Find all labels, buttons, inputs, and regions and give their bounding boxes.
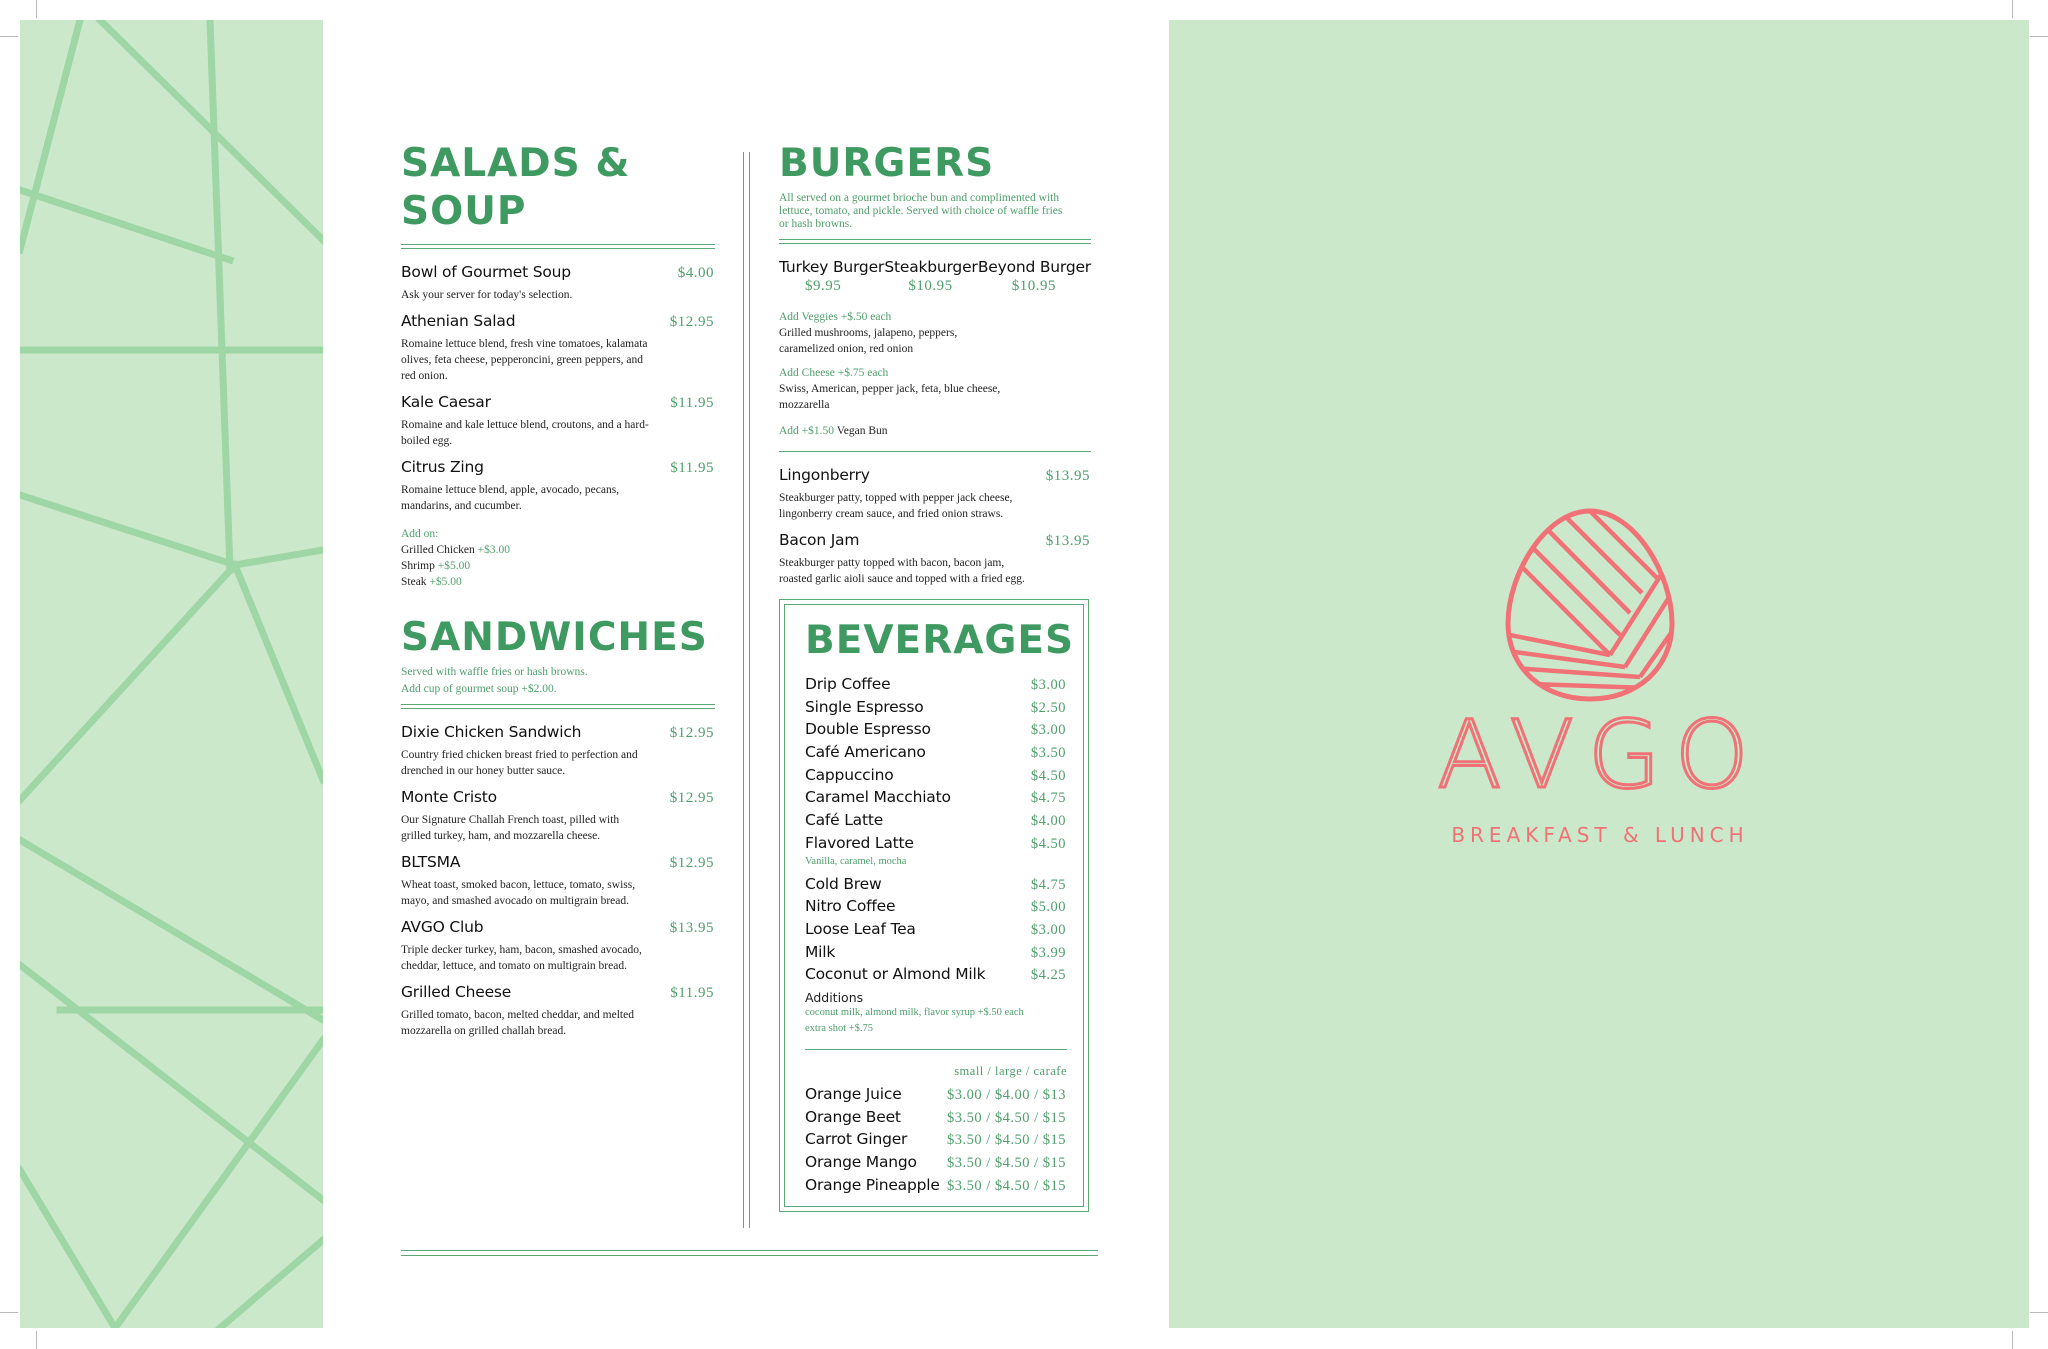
beverage-name: Café Americano (805, 743, 926, 762)
item-price: $12.95 (669, 855, 714, 871)
item-description: Wheat toast, smoked bacon, lettuce, tomato, swiss, mayo, and smashed avocado on multigrain bread. (401, 879, 636, 907)
footer-rule (401, 1250, 1098, 1256)
beverage-name: Loose Leaf Tea (805, 919, 916, 938)
section-rule (401, 244, 715, 249)
menu-item (401, 312, 715, 384)
beverage-name: Carrot Ginger (805, 1130, 908, 1149)
additions-line-1: coconut milk, almond milk, flavor syrup +$.50 each (805, 1006, 1024, 1018)
menu-item (401, 983, 715, 1039)
beverage-price: $3.50 / $4.50 / $15 (946, 1177, 1066, 1194)
beverage-price: $3.00 (1030, 722, 1066, 739)
juice-row (805, 1176, 1067, 1199)
brand-tagline: BREAKFAST & LUNCH (1451, 823, 1749, 847)
addon-item (401, 574, 715, 590)
beverage-name: Orange Beet (805, 1107, 901, 1126)
add-cheese-desc: Swiss, American, pepper jack, feta, blue cheese, mozzarella (779, 383, 1001, 411)
beverage-price: $3.00 / $4.00 / $13 (946, 1086, 1066, 1103)
item-name: Kale Caesar (401, 393, 491, 411)
juice-row (805, 1130, 1067, 1153)
beverage-price: $3.00 (1030, 677, 1066, 693)
beverage-row (805, 834, 1067, 857)
menu-item (401, 458, 715, 514)
beverage-row (805, 897, 1067, 920)
vegan-bun-label: Vegan Bun (836, 425, 888, 437)
burger-price: $9.95 (805, 278, 842, 294)
section-title-burgers: BURGERS (779, 141, 995, 186)
beverage-name: Cappuccino (805, 765, 894, 784)
item-price: $12.95 (669, 725, 714, 741)
menu-item-head (401, 458, 715, 477)
beverage-name: Drip Coffee (805, 675, 891, 693)
beverage-name: Orange Juice (805, 1084, 902, 1103)
beverage-price: $4.00 (1030, 813, 1066, 830)
burger-name: Turkey Burger (779, 258, 885, 276)
menu-item-head (401, 312, 715, 331)
item-name: Dixie Chicken Sandwich (401, 723, 582, 741)
juice-row (805, 1153, 1067, 1176)
item-description: Ask your server for today's selection. (401, 289, 573, 301)
right-menu-column (779, 140, 1091, 1212)
beverage-row (805, 698, 1067, 721)
juice-list (805, 1085, 1067, 1198)
beverage-row (805, 965, 1067, 988)
addon-item (401, 542, 715, 558)
section-title-beverages: BEVERAGES (805, 618, 1075, 663)
menu-item (401, 853, 715, 909)
beverage-row (805, 766, 1067, 789)
menu-item (779, 466, 1091, 522)
item-price: $13.95 (669, 920, 714, 936)
burger-note: All served on a gourmet brioche bun and complimented with lettuce, tomato, and pickle. Served with choice of waffle fries or hash browns. (779, 192, 1063, 230)
sandwich-list (401, 723, 715, 1039)
burger-name: Steakburger (884, 258, 978, 276)
item-price: $11.95 (670, 460, 714, 476)
addon-item (401, 558, 715, 574)
juice-row (805, 1108, 1067, 1131)
beverage-price: $3.50 / $4.50 / $15 (946, 1109, 1066, 1126)
burger-price: $10.95 (1011, 278, 1057, 294)
menu-item (401, 393, 715, 449)
beverage-row (805, 788, 1067, 811)
menu-item-head (401, 263, 715, 282)
section-title-sandwiches: SANDWICHES (401, 615, 708, 660)
item-price: $13.95 (1045, 533, 1090, 549)
beverage-name: Caramel Macchiato (805, 788, 951, 807)
item-description: Steakburger patty, topped with pepper jack cheese, lingonberry cream sauce, and fried onion straws. (779, 492, 1013, 520)
menu-item-head (401, 393, 715, 412)
sandwich-note: Served with waffle fries or hash browns. (401, 666, 588, 678)
beverage-row (805, 920, 1067, 943)
beverage-name: Café Latte (805, 811, 884, 830)
beverage-name: Single Espresso (805, 697, 924, 716)
add-veggies-desc: Grilled mushrooms, jalapeno, peppers, caramelized onion, red onion (779, 327, 958, 355)
beverage-name: Cold Brew (805, 874, 882, 893)
beverage-price: $5.00 (1030, 899, 1066, 916)
item-price: $12.95 (669, 790, 714, 806)
beverage-row (805, 675, 1067, 698)
menu-item (401, 723, 715, 779)
burger-name: Beyond Burger (977, 258, 1091, 276)
beverage-list (805, 875, 1067, 988)
item-description: Romaine and kale lettuce blend, croutons, and a hard-boiled egg. (401, 419, 649, 447)
item-price: $13.95 (1045, 468, 1090, 484)
menu-item (779, 531, 1091, 587)
left-menu-column (401, 140, 715, 1048)
item-name: BLTSMA (401, 853, 461, 871)
beverage-row (805, 720, 1067, 743)
beverages-box (779, 599, 1089, 1212)
burger-basics-row (779, 258, 1091, 295)
beverage-price: $4.75 (1030, 876, 1066, 893)
item-name: Citrus Zing (401, 458, 484, 476)
item-description: Romaine lettuce blend, fresh vine tomatoes, kalamata olives, feta cheese, pepperoncini, green peppers, and red onion. (401, 338, 648, 382)
menu-item (401, 918, 715, 974)
beverage-name: Orange Mango (805, 1153, 917, 1171)
section-rule (401, 704, 715, 709)
add-cheese-title: Add Cheese +$.75 each (779, 367, 889, 379)
menu-item-head (779, 466, 1091, 485)
addon-price: +$5.00 (437, 560, 471, 572)
beverage-price: $4.25 (1030, 967, 1066, 984)
item-name: Bacon Jam (779, 531, 860, 549)
burger-option (978, 258, 1091, 295)
item-price: $11.95 (670, 985, 714, 1001)
item-name: Bowl of Gourmet Soup (401, 263, 571, 281)
item-price: $11.95 (670, 395, 714, 411)
burger-specials-list (779, 466, 1091, 587)
beverage-row (805, 811, 1067, 834)
beverage-price: $3.99 (1030, 944, 1066, 961)
beverage-price: $4.50 (1030, 835, 1066, 852)
beverage-price: $3.50 / $4.50 / $15 (946, 1155, 1066, 1171)
beverages-inner (784, 604, 1084, 1207)
addon-name: Shrimp (401, 560, 435, 572)
beverage-price: $3.00 (1030, 921, 1066, 938)
salad-list (401, 263, 715, 514)
item-description: Grilled tomato, bacon, melted cheddar, and melted mozzarella on grilled challah bread. (401, 1009, 634, 1037)
menu-item (401, 263, 715, 303)
addon-price: +$5.00 (429, 576, 462, 588)
item-name: AVGO Club (401, 918, 484, 936)
addon-price: +$3.00 (477, 544, 511, 556)
section-rule (779, 451, 1091, 452)
menu-item-head (401, 723, 715, 742)
beverage-price: $2.50 (1030, 699, 1066, 716)
addon-list (401, 542, 715, 590)
burger-option (779, 258, 884, 295)
item-name: Lingonberry (779, 466, 870, 484)
column-divider (743, 152, 750, 1228)
juice-size-header: small / large / carafe (954, 1063, 1067, 1078)
addon-name: Steak (401, 576, 427, 588)
menu-item-head (401, 788, 715, 807)
section-rule (805, 1049, 1067, 1050)
menu-item (401, 788, 715, 844)
item-description: Steakburger patty topped with bacon, bacon jam, roasted garlic aioli sauce and topped with a fried egg. (779, 557, 1025, 585)
brand-name: AVGO (1437, 701, 1763, 810)
burger-option (884, 258, 977, 295)
menu-item-head (401, 983, 715, 1002)
addon-title: Add on: (401, 528, 439, 540)
beverage-price: $3.50 (1030, 745, 1066, 762)
flavor-note: Vanilla, caramel, mocha (805, 855, 907, 867)
menu-item-head (779, 531, 1091, 550)
beverage-name: Nitro Coffee (805, 897, 896, 916)
burger-price: $10.95 (908, 278, 953, 294)
vegan-bun-price: Add +$1.50 (779, 425, 835, 437)
menu-item-head (401, 853, 715, 872)
beverage-row (805, 875, 1067, 898)
item-price: $4.00 (677, 265, 714, 281)
beverage-row (805, 943, 1067, 966)
item-description: Country fried chicken breast fried to perfection and drenched in our honey butter sauce. (401, 749, 638, 777)
addon-name: Grilled Chicken (401, 544, 475, 556)
add-vegan-bun (779, 423, 1091, 439)
beverage-name: Orange Pineapple (805, 1175, 940, 1194)
add-veggies-title: Add Veggies +$.50 each (779, 311, 892, 323)
item-description: Triple decker turkey, ham, bacon, smashed avocado, cheddar, lettuce, and tomato on multigrain bread. (401, 944, 642, 972)
beverage-name: Coconut or Almond Milk (805, 965, 986, 984)
item-price: $12.95 (669, 314, 714, 330)
beverage-name: Milk (805, 942, 836, 961)
juice-row (805, 1085, 1067, 1108)
section-title-salads: SALADS & SOUP (401, 141, 631, 234)
beverage-name: Flavored Latte (805, 833, 914, 852)
item-name: Grilled Cheese (401, 983, 512, 1001)
beverage-price: $4.50 (1030, 767, 1066, 784)
coffee-list (805, 675, 1067, 857)
beverage-price: $3.50 / $4.50 / $15 (946, 1132, 1066, 1149)
item-name: Athenian Salad (401, 312, 516, 330)
additions-line-2: extra shot +$.75 (805, 1022, 874, 1034)
item-description: Romaine lettuce blend, apple, avocado, pecans, mandarins, and cucumber. (401, 484, 620, 512)
menu-item-head (401, 918, 715, 937)
beverage-row (805, 743, 1067, 766)
beverage-name: Double Espresso (805, 720, 931, 739)
sandwich-soup-note: Add cup of gourmet soup +$2.00. (401, 683, 557, 695)
additions-title: Additions (805, 989, 864, 1005)
item-name: Monte Cristo (401, 788, 497, 806)
section-rule (779, 239, 1091, 244)
beverage-price: $4.75 (1030, 790, 1066, 807)
item-description: Our Signature Challah French toast, pilled with grilled turkey, ham, and mozzarella cheese. (401, 814, 620, 842)
